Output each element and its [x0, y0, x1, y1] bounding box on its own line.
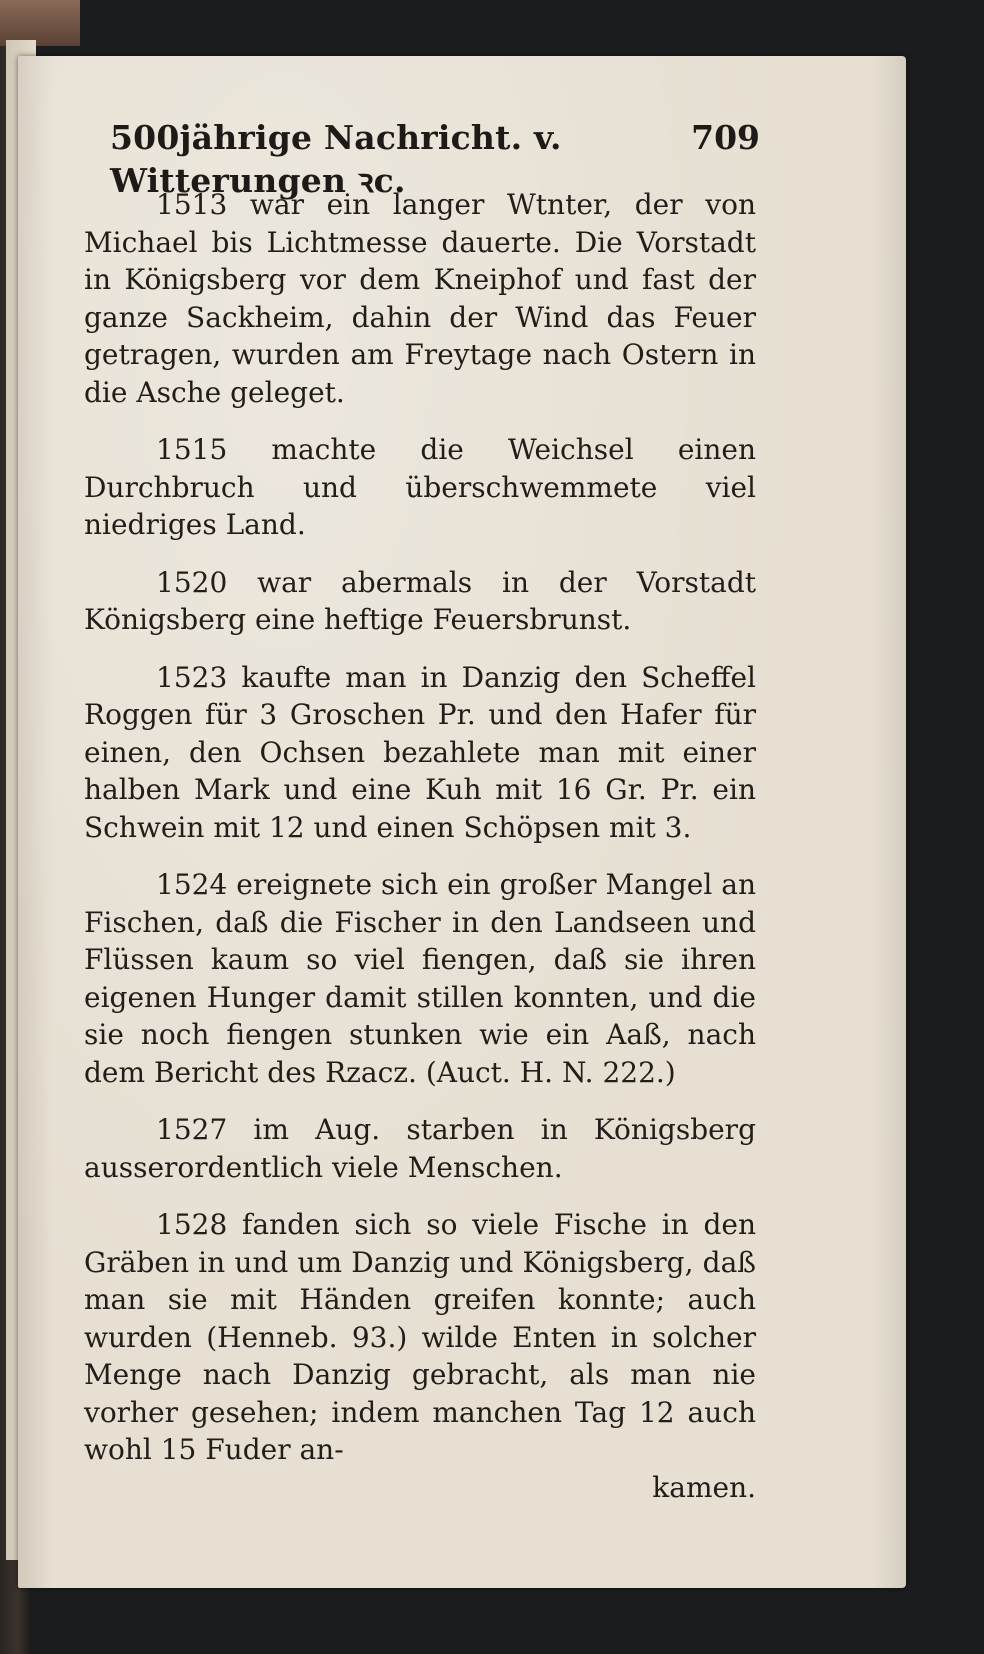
entry-1527: 1527 im Aug. starben in Königsberg ausserordentlich viele Menschen.: [84, 1113, 756, 1184]
entry-1513: 1513 war ein langer Wtnter, der von Michael bis Lichtmesse dauerte. Die Vorstadt in Königsberg vor dem Kneiphof und fast der ganze Sackheim, dahin der Wind das Feuer getragen, wurden am Freytage nach Ostern in die Asche geleget.: [84, 188, 756, 409]
running-title: 500jährige Nachricht. v. Witterungen ꝛc.: [110, 118, 562, 200]
entry-1528-closing: kamen.: [652, 1470, 756, 1504]
page-number: 709: [691, 118, 760, 157]
entry-1520: 1520 war abermals in der Vorstadt Königsberg eine heftige Feuersbrunst.: [84, 565, 756, 636]
entry-1528: [84, 1206, 756, 1506]
entry-1523: 1523 kaufte man in Danzig den Scheffel Roggen für 3 Groschen Pr. und den Hafer für einen, den Ochsen bezahlete man mit einer halben Mark und eine Kuh mit 16 Gr. Pr. ein Schwein mit 12 und einen Schöpsen mit 3.: [84, 660, 756, 844]
entry-1524: 1524 ereignete sich ein großer Mangel an Fischen, daß die Fischer in den Landseen und Flüssen kaum so viel fiengen, daß sie ihren eigenen Hunger damit stillen konnten, und die sie noch fiengen stunken wie ein Aaß, nach dem Bericht des Rzacz. (Auct. H. N. 222.): [84, 868, 756, 1089]
entry-1515: 1515 machte die Weichsel einen Durchbruch und überschwemmete viel niedriges Land.: [84, 433, 756, 541]
running-header: [110, 118, 760, 200]
page-body: [84, 186, 756, 1526]
entry-1528-text: 1528 fanden sich so viele Fische in den Gräben in und um Danzig und Königsberg, daß man sie mit Händen greifen konnte; auch wurden (Henneb. 93.) wilde Enten in solcher Menge nach Danzig gebracht, als man nie vorher gesehen; indem manchen Tag 12 auch wohl 15 Fuder an-: [84, 1208, 756, 1466]
